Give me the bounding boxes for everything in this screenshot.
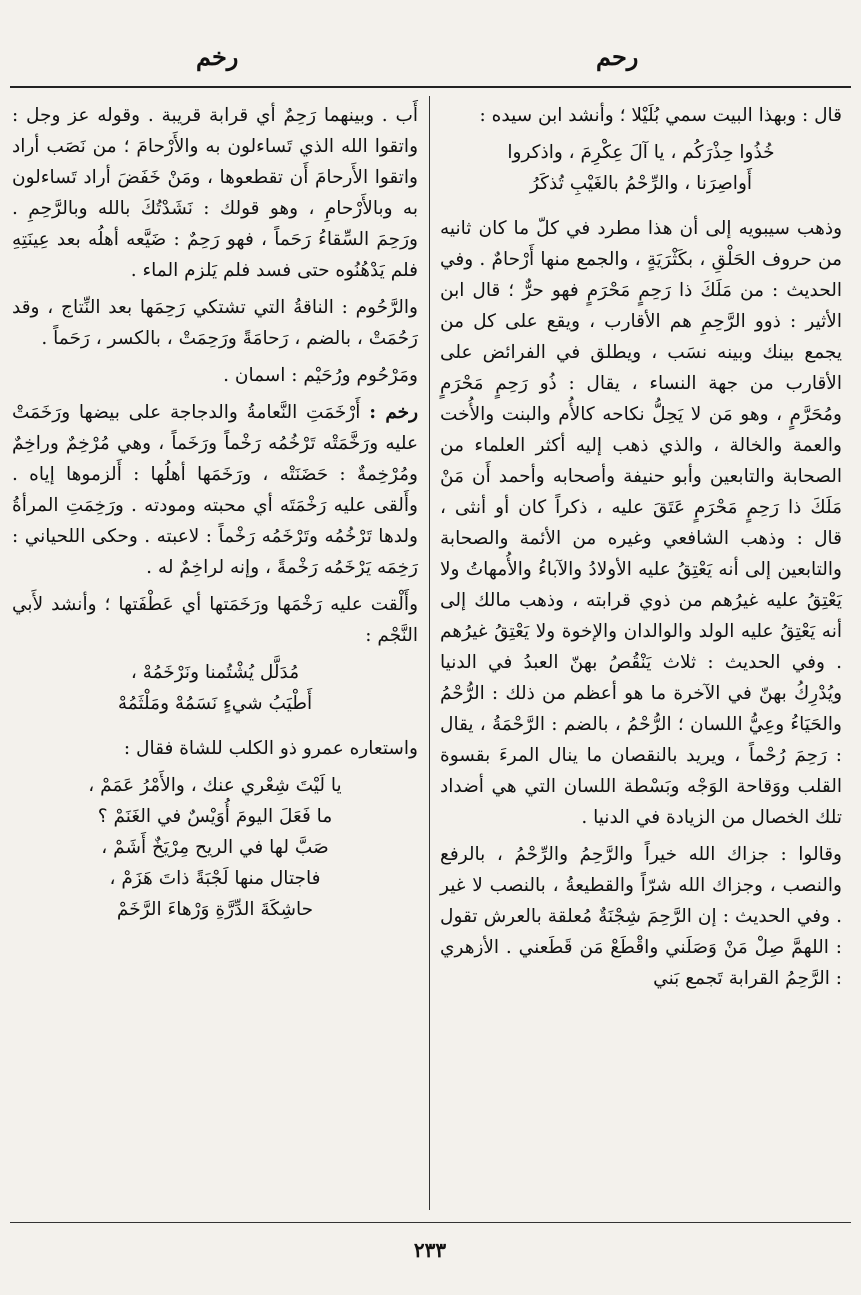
verse-line: حاشِكَةَ الدِّرَّةِ وَرْهاءَ الرَّخَمْ (116, 899, 314, 920)
verse-line: أَواصِرَنا ، والرِّحْمُ بالغَيْبِ تُذكَرُ (529, 173, 753, 194)
left-verse-2 (12, 770, 418, 925)
entry-headword: رخم : (369, 402, 419, 423)
verse-line: ما فَعَلَ اليومَ أُوَيْسٌ في الغَنَمْ ؟ (97, 806, 333, 827)
page-number: ٢٣٣ (413, 1238, 447, 1262)
verse-line: مُدَلَّل يُشْتُمنا ونَرْخَمُهْ ، (130, 662, 300, 683)
left-column (12, 100, 418, 939)
column-divider (429, 96, 430, 1210)
header-rule (10, 86, 851, 88)
verse-line: صَبَّ لها في الريح مِرْيَخٌ أَشَمْ ، (101, 837, 329, 858)
left-paragraph-6: واستعاره عمرو ذو الكلب للشاة فقال : (123, 738, 418, 759)
page-header (0, 42, 861, 82)
right-column (440, 100, 842, 1000)
verse-line: فاجتال منها لَجْبَةً ذاتَ هَزَمْ ، (109, 868, 321, 889)
running-head-right: رحم (596, 42, 639, 71)
left-paragraph-2: والرَّحُوم : الناقةُ التي تشتكي رَحِمَها بعد النِّتاج ، وقد رَحُمَتْ ، بالضم ، رَحامَةً ورَحِمَتْ ، بالكسر ، رَحَماً . (12, 297, 418, 349)
right-paragraph-2: وذهب سيبويه إلى أن هذا مطرد في كلّ ما كان ثانيه من حروف الحَلْقِ ، بكَثْرَيَةٍ ، والجمع منها أَرْحامٌ . وفي الحديث : من مَلَكَ ذا رَحِمٍ مَحْرَمٍ فهو حرٌّ ؛ قال ابن الأثير : ذوو الرَّحِمِ هم الأقارب ، ويقع على كل من يجمع بينك وبينه نسَب ، ويطلق في الفرائض على الأقارب من جهة النساء ، يقال : ذُو رَحِمٍ مَحْرَمٍ ومُحَرَّمٍ ، وهو مَن لا يَحِلُّ نكاحه كالأُم والبنت والأُخت والعمة والخالة ، والذي ذهب إليه أكثر العلماء من الصحابة والتابعين وأبو حنيفة وأصحابه وأحمد أَن مَنْ مَلَكَ ذا رَحِمٍ مَحْرَمٍ عَتَقَ عليه ، ذكراً كان أو أنثى ، قال : وذهب الشافعي وغيره من الأئمة والصحابة والتابعين إلى أنه يَعْتِقُ عليه الأولادُ والآباءُ والأُمهاتُ ولا يَعْتِقُ عليه غيرُهم من ذوي قرابته ، وذهب مالك إلى أنه يَعْتِقُ عليه الولد والوالدان والإخوة ولا يَعْتِقُ غيرُهم . وفي الحديث : ثلاث يَنْقُصُ بهنّ العبدُ في الدنيا ويُدْرِكُ بهنّ في الآخرة ما هو أعظم من ذلك : الرُّحْمُ والحَيَاءُ وعِيُّ اللسان ؛ الرُّحْمُ ، بالضم : الرَّحْمَةُ ، يقال : رَحِمَ رُحْماً ، ويريد بالنقصان ما ينال المرءَ بقسوة القلب ووَقاحة الوَجْه وبَسْطة اللسان التي هي أضداد تلك الخصال من الزيادة في الدنيا . (440, 218, 842, 828)
left-paragraph-3: ومَرْحُوم ورُحَيْم : اسمان . (223, 365, 418, 386)
verse-line: أَطْيَبُ شيءٍ نَسَمُهْ ومَلْثَمُهْ (117, 693, 313, 714)
entry-body: أَرْخَمَتِ النَّعامةُ والدجاجة على بيضها ورَخَمَتْ عليه ورَخَّمَتْه تَرْخُمُه رَخْماً ورَخَماً ، وهي مُرْخِمٌ وراخِمٌ ومُرْخِمةٌ : حَضَنَتْه ، ورَخَمَها أهلُها : أَلزموها إياه . وأَلقى عليه رَخْمَتَه أي محبته ومودته . ورَخِمَتِ المرأةُ ولدها تَرْخُمُه وتَرْخَمُه رَخْماً : لاعبته . وحكى اللحياني : رَخِمَه يَرْخَمُه رَخْمةً ، وإنه لراخِمٌ له . (12, 402, 418, 578)
left-paragraph-1: أَب . وبينهما رَحِمٌ أي قرابة قريبة . وقوله عز وجل : واتقوا الله الذي تَساءلون به والأَرْحامَ ؛ من نَصَب أراد واتقوا الأَرحامَ أَن تقطعوها ، ومَنْ خَفَضَ أراد تَساءلون به وبالأَرْحامِ ، وهو قولك : نَشَدْتُكَ بالله وبالرَّحِمِ . ورَحِمَ السِّقاءُ رَحَماً ، فهو رَحِمٌ : ضَيَّعه أهلُه بعد عِينَتِهِ فلم يَدْهُنُوه حتى فسد فلم يَلزم الماء . (12, 105, 418, 281)
footer-rule (10, 1222, 851, 1223)
verse-line: خُذُوا حِذْرَكُم ، يا آلَ عِكْرِمَ ، واذكروا (507, 142, 775, 163)
right-paragraph-1: قال : وبهذا البيت سمي بُلَيْلا ؛ وأنشد ابن سيده : (479, 105, 842, 126)
left-paragraph-4 (12, 397, 418, 583)
running-head-left: رخم (196, 42, 239, 71)
left-verse-1 (12, 657, 418, 719)
right-paragraph-3: وقالوا : جزاك الله خيراً والرَّحِمُ والرِّحْمُ ، بالرفع والنصب ، وجزاك الله شرّاً والقطيعةُ ، بالنصب لا غير . وفي الحديث : إن الرَّحِمَ شِجْنَةٌ مُعلقة بالعرش تقول : اللهمَّ صِلْ مَنْ وَصَلَني واقْطَعْ مَن قَطَعني . الأزهري : الرَّحِمُ القرابة تَجمع بَني (440, 844, 842, 989)
verse-line: يا لَيْتَ شِعْري عنك ، والأَمْرُ عَمَمْ ، (88, 775, 342, 796)
left-paragraph-5: وأَلْقت عليه رَخْمَها ورَخَمَتها أي عَطْفَتها ؛ وأنشد لأَبي النَّجْم : (12, 594, 418, 646)
right-verse-1 (440, 137, 842, 199)
